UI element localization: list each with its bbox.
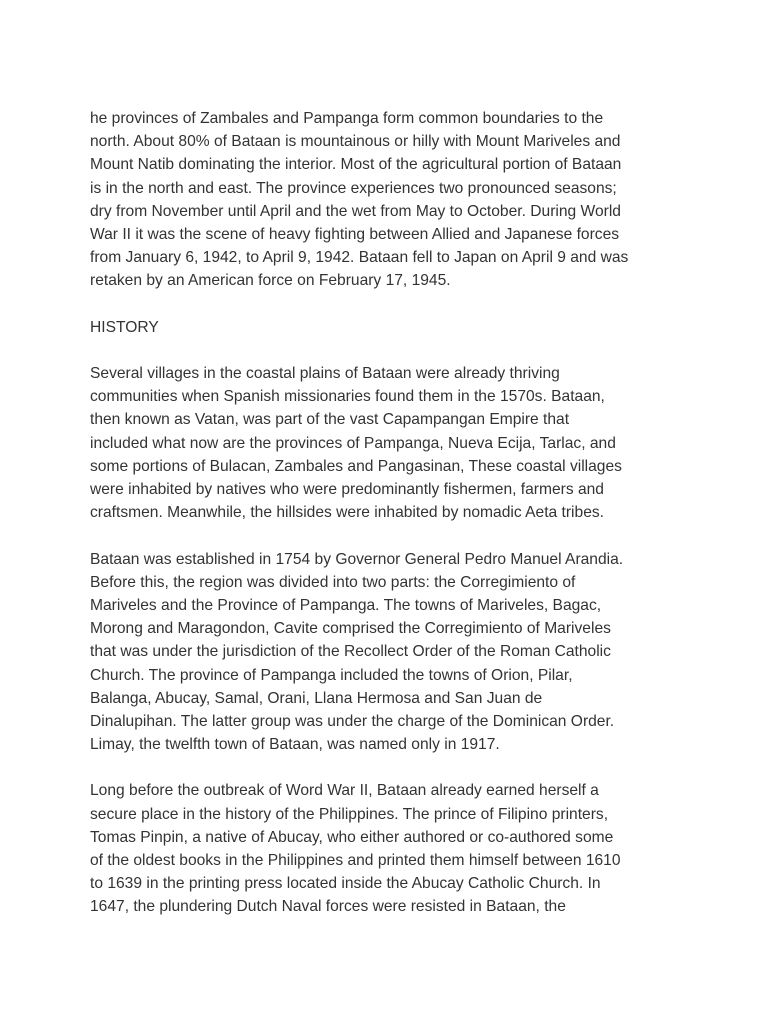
paragraph-establishment [90, 548, 690, 757]
document-body [90, 107, 690, 919]
text-line: Mariveles and the Province of Pampanga. The towns of Mariveles, Bagac, [90, 596, 602, 614]
text-line: is in the north and east. The province experiences two pronounced seasons; [90, 179, 617, 197]
text-line: Several villages in the coastal plains of Bataan were already thriving [90, 365, 560, 383]
text-line: retaken by an American force on February 17, 1945. [90, 272, 451, 290]
text-line: of the oldest books in the Philippines and printed them himself between 1610 [90, 852, 621, 869]
text-line: from January 6, 1942, to April 9, 1942. Bataan fell to Japan on April 9 and was [90, 249, 629, 267]
paragraph-villages [90, 362, 690, 524]
text-line: Balanga, Abucay, Samal, Orani, Llana Hermosa and San Juan de [90, 689, 543, 707]
paragraph-early-history [90, 779, 690, 918]
text-line: that was under the jurisdiction of the Recollect Order of the Roman Catholic [90, 643, 611, 661]
paragraph-spacer [90, 524, 690, 547]
text-line: he provinces of Zambales and Pampanga form common boundaries to the [90, 110, 604, 127]
text-line: were inhabited by natives who were predominantly fishermen, farmers and [90, 481, 604, 498]
text-line: Before this, the region was divided into two parts: the Corregimiento of [90, 573, 576, 591]
text-line: War II it was the scene of heavy fighting between Allied and Japanese forces [90, 225, 620, 243]
text-line: Mount Natib dominating the interior. Most of the agricultural portion of Bataan [90, 156, 622, 174]
section-heading [90, 316, 690, 339]
text-line: Bataan was established in 1754 by Governor General Pedro Manuel Arandia. [90, 550, 624, 568]
text-line: Limay, the twelfth town of Bataan, was named only in 1917. [90, 736, 500, 754]
history-heading: HISTORY [90, 318, 159, 336]
text-line: to 1639 in the printing press located inside the Abucay Catholic Church. In [90, 875, 601, 893]
paragraph-boundaries [90, 107, 690, 293]
text-line: Morong and Maragondon, Cavite comprised the Corregimiento of Mariveles [90, 620, 611, 638]
text-line: some portions of Bulacan, Zambales and Pangasinan, These coastal villages [90, 457, 622, 475]
text-line: Tomas Pinpin, a native of Abucay, who either authored or co-authored some [90, 828, 614, 846]
paragraph-spacer [90, 293, 690, 316]
text-line: dry from November until April and the wet from May to October. During World [90, 202, 621, 220]
text-line: Long before the outbreak of Word War II, Bataan already earned herself a [90, 782, 599, 800]
paragraph-spacer [90, 339, 690, 362]
text-line: 1647, the plundering Dutch Naval forces were resisted in Bataan, the [90, 898, 566, 916]
text-line: secure place in the history of the Philippines. The prince of Filipino printers, [90, 805, 609, 823]
text-line: included what now are the provinces of Pampanga, Nueva Ecija, Tarlac, and [90, 434, 616, 452]
paragraph-spacer [90, 756, 690, 779]
text-line: craftsmen. Meanwhile, the hillsides were inhabited by nomadic Aeta tribes. [90, 504, 604, 522]
text-line: Dinalupihan. The latter group was under the charge of the Dominican Order. [90, 712, 615, 730]
text-line: then known as Vatan, was part of the vast Capampangan Empire that [90, 411, 570, 429]
text-line: communities when Spanish missionaries found them in the 1570s. Bataan, [90, 388, 605, 406]
text-line: Church. The province of Pampanga included the towns of Orion, Pilar, [90, 666, 573, 684]
text-line: north. About 80% of Bataan is mountainous or hilly with Mount Mariveles and [90, 133, 621, 151]
